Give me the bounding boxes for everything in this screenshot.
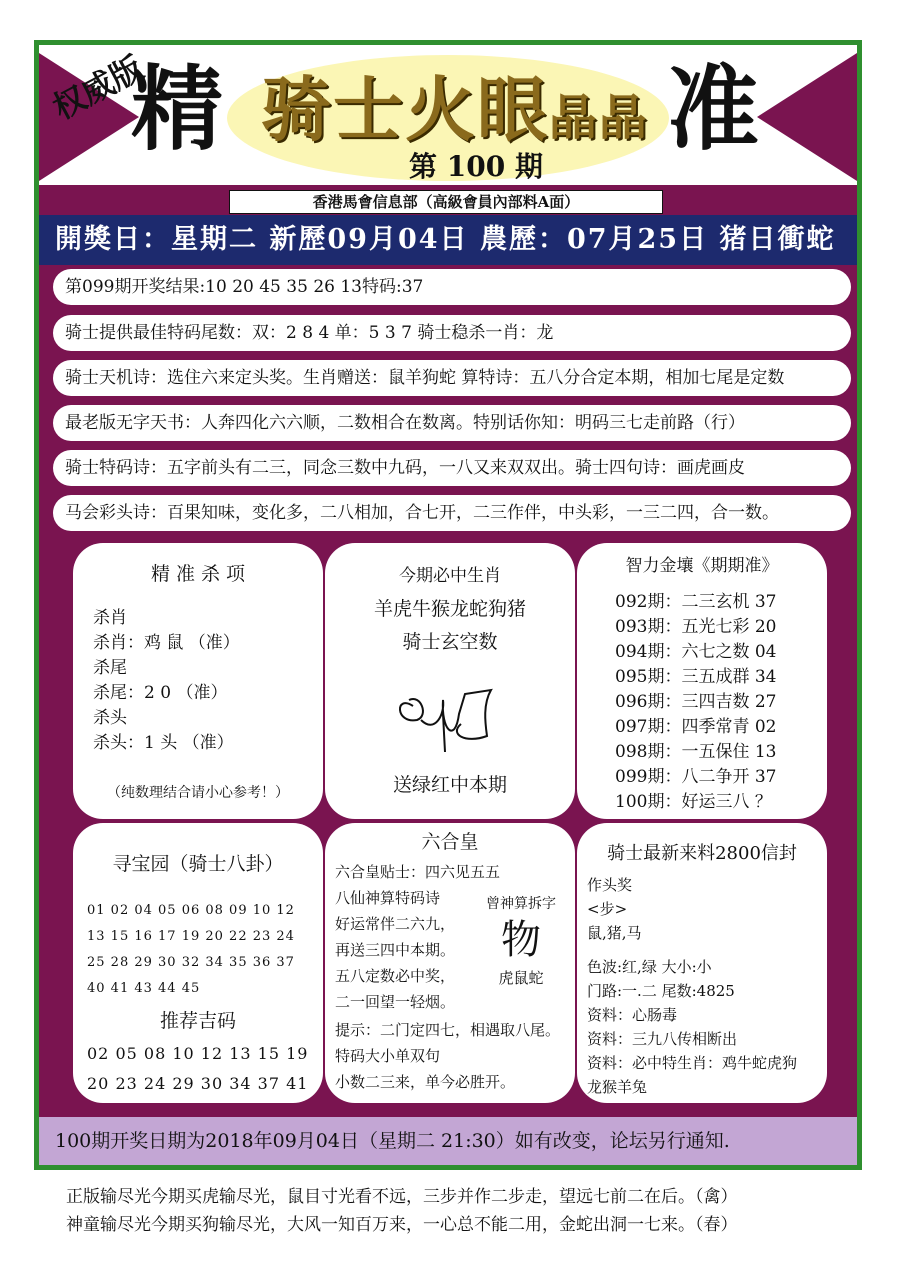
latest-panel	[577, 823, 827, 1103]
zodiac-line: 羊虎牛猴龙蛇狗猪	[373, 598, 526, 620]
liuhe-panel	[325, 823, 575, 1103]
zodiac-line: 骑士玄空数	[402, 631, 498, 653]
liuhe-tip: 小数二三来，单今必胜开。	[335, 1073, 516, 1091]
poster-frame	[34, 40, 862, 1170]
latest-line: 色波:红,绿 大小:小	[587, 958, 712, 976]
history-item: 092期：二三玄机 37	[615, 592, 777, 612]
kill-line: 杀肖：鸡 鼠 （准）	[93, 633, 240, 653]
date-bar: 開獎日：星期二 新歷09月04日 農歷：07月25日 猪日衝蛇	[39, 215, 857, 265]
issue-number: 第 100 期	[409, 150, 543, 183]
liuhe-line: 好运常伴二六九，	[335, 915, 456, 933]
liuhe-line: 八仙神算特码诗	[335, 889, 441, 907]
treasure-number-row: 25 28 29 30 32 34 35 36 37	[87, 955, 295, 970]
kill-line: 杀尾	[93, 658, 127, 678]
liuhe-line: 六合皇贴士：四六见五五	[335, 863, 501, 881]
info-row-code-poem: 骑士特码诗：五字前头有二三，同念三数中九码，一八又来双双出。骑士四句诗：画虎画皮	[53, 450, 851, 486]
info-row-result: 第099期开奖结果:10 20 45 35 26 13特码:37	[53, 269, 851, 305]
history-item: 098期：一五保住 13	[615, 742, 777, 762]
latest-line: <步>	[587, 900, 628, 918]
treasure-number-row: 01 02 04 05 06 08 09 10 12	[87, 903, 295, 918]
zodiac-line: 今期必中生肖	[399, 566, 501, 586]
kill-note: （纯数理结合请小心参考！）	[107, 785, 289, 801]
kill-line: 杀肖	[93, 608, 127, 628]
bottom-notice: 100期开奖日期为2018年09月04日（星期二 21:30）如有改变，论坛另行通知.	[39, 1117, 857, 1165]
history-item: 099期：八二争开 37	[615, 767, 777, 787]
title-small: 晶晶	[549, 90, 650, 146]
latest-line: 资料：心肠毒	[587, 1006, 678, 1024]
lucky-title: 推荐吉码	[159, 1010, 236, 1032]
history-panel	[577, 543, 827, 819]
latest-spacer	[587, 945, 827, 955]
liuhe-tip: 提示：二门定四七，相遇取八尾。	[335, 1021, 561, 1039]
edition-badge: 权威版	[46, 48, 150, 128]
page-title	[261, 68, 650, 151]
side-answer: 虎鼠蛇	[498, 969, 544, 987]
treasure-number-row: 13 15 16 17 19 20 22 23 24	[87, 929, 295, 944]
latest-line: 门路:一.二 尾数:4825	[587, 982, 735, 1000]
latest-line: 龙猴羊兔	[587, 1078, 648, 1096]
info-row-tail: 骑士提供最佳特码尾数：双：2 8 4 单：5 3 7 骑士稳杀一肖：龙	[53, 315, 851, 351]
side-char: 物	[501, 917, 541, 963]
kill-panel	[73, 543, 323, 819]
right-triangle	[757, 53, 857, 181]
latest-line: 资料：三九八传相断出	[587, 1030, 738, 1048]
latest-line: 鼠,猪,马	[587, 924, 642, 942]
latest-title: 骑士最新来料2800信封	[607, 843, 797, 864]
treasure-number-row: 40 41 43 44 45	[87, 981, 201, 996]
info-row-poem: 骑士天机诗：选住六来定头奖。生肖赠送：鼠羊狗蛇 算特诗：五八分合定本期，相加七尾是定数	[53, 360, 851, 396]
history-item: 097期：四季常青 02	[615, 717, 777, 737]
liuhe-title: 六合皇	[421, 831, 479, 853]
history-item: 100期：好运三八 ？	[615, 792, 772, 812]
liuhe-line: 再送三四中本期。	[335, 941, 456, 959]
history-item: 093期：五光七彩 20	[615, 617, 777, 637]
title-main: 骑士火眼	[261, 68, 549, 151]
history-item: 096期：三四吉数 27	[615, 692, 777, 712]
info-row-book: 最老版无字天书：人奔四化六六顺，二数相合在数离。特别话你知：明码三七走前路（行）	[53, 405, 851, 441]
kill-panel-title: 精 准 杀 项	[150, 563, 246, 585]
footer-line: 正版输尽光今期买虎输尽光，鼠目寸光看不远，三步并作二步走，望远七前二在后。（禽）	[66, 1187, 738, 1207]
zodiac-line: 送绿红中本期	[392, 774, 507, 796]
side-title: 曾神算拆字	[486, 896, 556, 912]
latest-line: 资料：必中特生肖：鸡牛蛇虎狗	[587, 1054, 798, 1072]
treasure-title: 寻宝园（骑士八卦）	[112, 853, 284, 875]
history-item: 095期：三五成群 34	[615, 667, 777, 687]
handwritten-scribble	[325, 654, 575, 764]
dept-bar: 香港馬會信息部（高級會員內部料A面）	[229, 190, 663, 214]
big-char-left: 精	[131, 55, 224, 163]
kill-line: 杀头：1 头 （准）	[93, 733, 234, 753]
liuhe-line: 五八定数必中奖，	[335, 967, 456, 985]
lucky-number-row: 20 23 24 29 30 34 37 41	[87, 1074, 309, 1093]
info-row-lucky-poem: 马会彩头诗：百果知味，变化多，二八相加，合七开，二三作伴，中头彩，一三二四，合一数。	[53, 495, 851, 531]
treasure-panel	[73, 823, 323, 1103]
header	[39, 45, 857, 185]
history-item: 094期：六七之数 04	[615, 642, 777, 662]
kill-line: 杀尾：2 0 （准）	[93, 683, 228, 703]
lucky-number-row: 02 05 08 10 12 13 15 19	[87, 1044, 309, 1063]
footer-line: 神童输尽光今期买狗输尽光，大风一知百万来，一心总不能二用，金蛇出洞一七来。（春）	[66, 1215, 738, 1235]
zodiac-panel	[325, 543, 575, 819]
kill-line: 杀头	[93, 708, 127, 728]
history-title: 智力金壤《期期准》	[625, 556, 779, 576]
liuhe-tip: 特码大小单双句	[335, 1047, 441, 1065]
latest-line: 作头奖	[587, 876, 633, 894]
liuhe-line: 二一回望一轻烟。	[335, 993, 456, 1011]
big-char-right: 准	[667, 55, 760, 163]
